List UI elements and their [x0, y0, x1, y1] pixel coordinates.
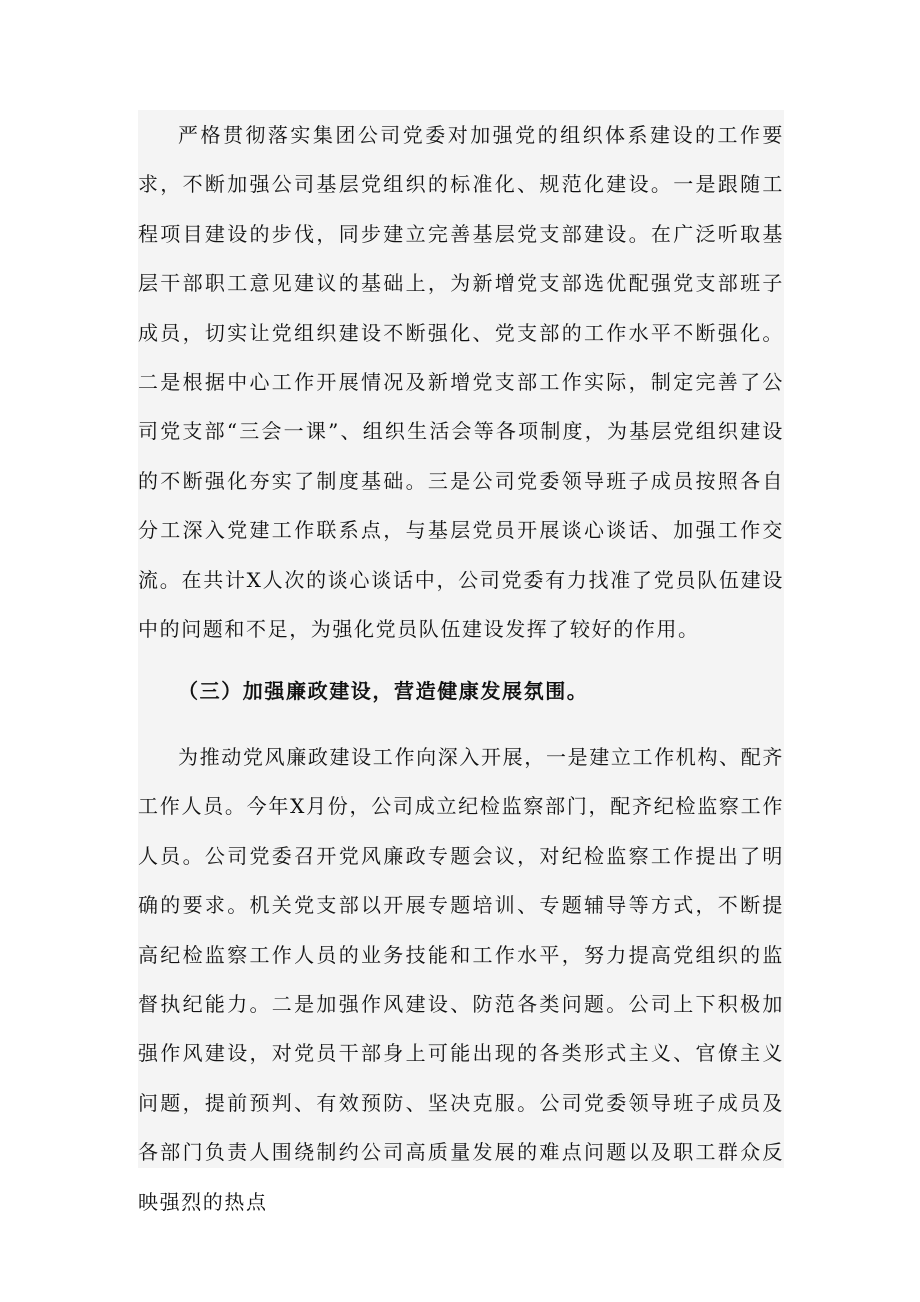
- paragraph-organization-building: 严格贯彻落实集团公司党委对加强党的组织体系建设的工作要求，不断加强公司基层党组织的标准化、规范化建设。一是跟随工程项目建设的步伐，同步建立完善基层党支部建设。在广泛听取基层干部职工意见建议的基础上，为新增党支部选优配强党支部班子成员，切实让党组织建设不断强化、党支部的工作水平不断强化。二是根据中心工作开展情况及新增党支部工作实际，制定完善了公司党支部“三会一课”、组织生活会等各项制度，为基层党组织建设的不断强化夯实了制度基础。三是公司党委领导班子成员按照各自分工深入党建工作联系点，与基层党员开展谈心谈话、加强工作交流。在共计X人次的谈心谈话中，公司党委有力找准了党员队伍建设中的问题和不足，为强化党员队伍建设发挥了较好的作用。: [138, 123, 784, 642]
- paragraph-integrity-building: 为推动党风廉政建设工作向深入开展，一是建立工作机构、配齐工作人员。今年X月份，公司成立纪检监察部门，配齐纪检监察工作人员。公司党委召开党风廉政专题会议，对纪检监察工作提出了明确的要求。机关党支部以开展专题培训、专题辅导等方式，不断提高纪检监察工作人员的业务技能和工作水平，努力提高党组织的监督执纪能力。二是加强作风建设、防范各类问题。公司上下积极加强作风建设，对党员干部身上可能出现的各类形式主义、官僚主义问题，提前预判、有效预防、坚决克服。公司党委领导班子成员及各部门负责人围绕制约公司高质量发展的难点问题以及职工群众反映强烈的热点: [138, 744, 784, 1214]
- section-heading: （三）加强廉政建设，营造健康发展氛围。: [178, 679, 589, 704]
- document-body: [138, 110, 784, 1227]
